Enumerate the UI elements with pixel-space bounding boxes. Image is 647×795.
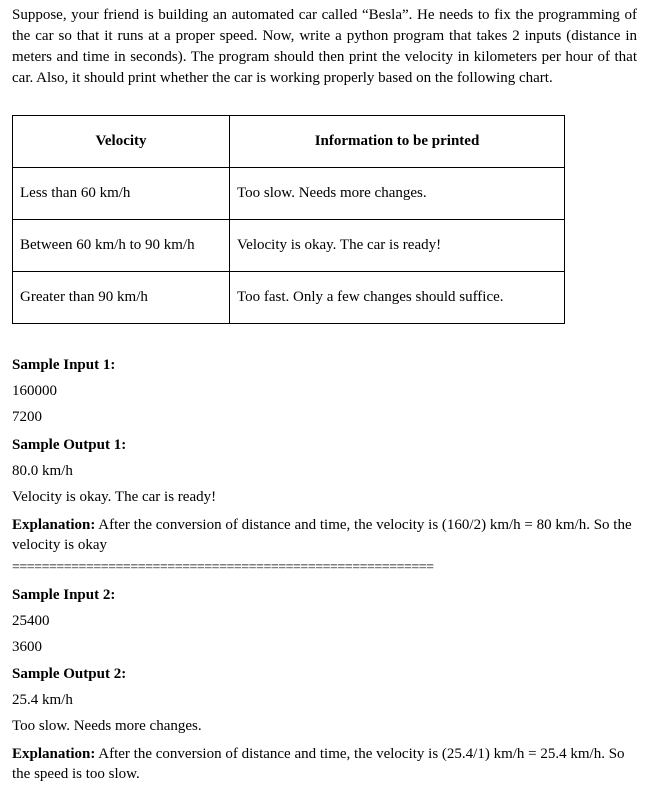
explanation-2-text: After the conversion of distance and time, the velocity is (25.4/1) km/h = 25.4 km/h. So the speed is too slow. bbox=[12, 746, 625, 782]
sample-output-2-value-2: Too slow. Needs more changes. bbox=[12, 718, 202, 734]
sample-output-1-value-2: Velocity is okay. The car is ready! bbox=[12, 489, 217, 505]
explanation-1-label: Explanation: bbox=[12, 517, 96, 533]
separator-line: ========================================================= bbox=[12, 560, 434, 575]
table-cell: Velocity is okay. The car is ready! bbox=[230, 220, 565, 272]
table-cell: Too slow. Needs more changes. bbox=[230, 168, 565, 220]
sample-output-1-value-1: 80.0 km/h bbox=[12, 463, 73, 479]
table-header-row bbox=[13, 116, 565, 168]
velocity-chart-table bbox=[12, 115, 565, 324]
table-row bbox=[13, 168, 565, 220]
explanation-1 bbox=[12, 515, 637, 555]
table-cell: Between 60 km/h to 90 km/h bbox=[13, 220, 230, 272]
table-header-velocity: Velocity bbox=[13, 116, 230, 168]
sample-input-1-label: Sample Input 1: bbox=[12, 357, 116, 373]
sample-input-1-value-2: 7200 bbox=[12, 409, 42, 425]
table-row bbox=[13, 220, 565, 272]
table-row bbox=[13, 272, 565, 324]
explanation-2-label: Explanation: bbox=[12, 746, 96, 762]
sample-input-2-value-2: 3600 bbox=[12, 639, 42, 655]
sample-input-2-value-1: 25400 bbox=[12, 613, 50, 629]
sample-output-1-label: Sample Output 1: bbox=[12, 437, 127, 453]
sample-output-2-value-1: 25.4 km/h bbox=[12, 692, 73, 708]
problem-statement: Suppose, your friend is building an automated car called “Besla”. He needs to fix the programming of the car so that it runs at a proper speed. Now, write a python program that takes 2 inputs (distance in meters and time in seconds). The program should then print the velocity in kilometers per hour of that car. Also, it should print whether the car is working properly based on the following chart. bbox=[12, 7, 637, 86]
table-header-information: Information to be printed bbox=[230, 116, 565, 168]
sample-output-2-label: Sample Output 2: bbox=[12, 666, 127, 682]
sample-input-2-label: Sample Input 2: bbox=[12, 587, 116, 603]
table-cell: Less than 60 km/h bbox=[13, 168, 230, 220]
table-cell: Greater than 90 km/h bbox=[13, 272, 230, 324]
sample-input-1-value-1: 160000 bbox=[12, 383, 57, 399]
table-cell: Too fast. Only a few changes should suffice. bbox=[230, 272, 565, 324]
explanation-1-text: After the conversion of distance and time, the velocity is (160/2) km/h = 80 km/h. So the velocity is okay bbox=[12, 517, 632, 553]
explanation-2 bbox=[12, 744, 637, 784]
